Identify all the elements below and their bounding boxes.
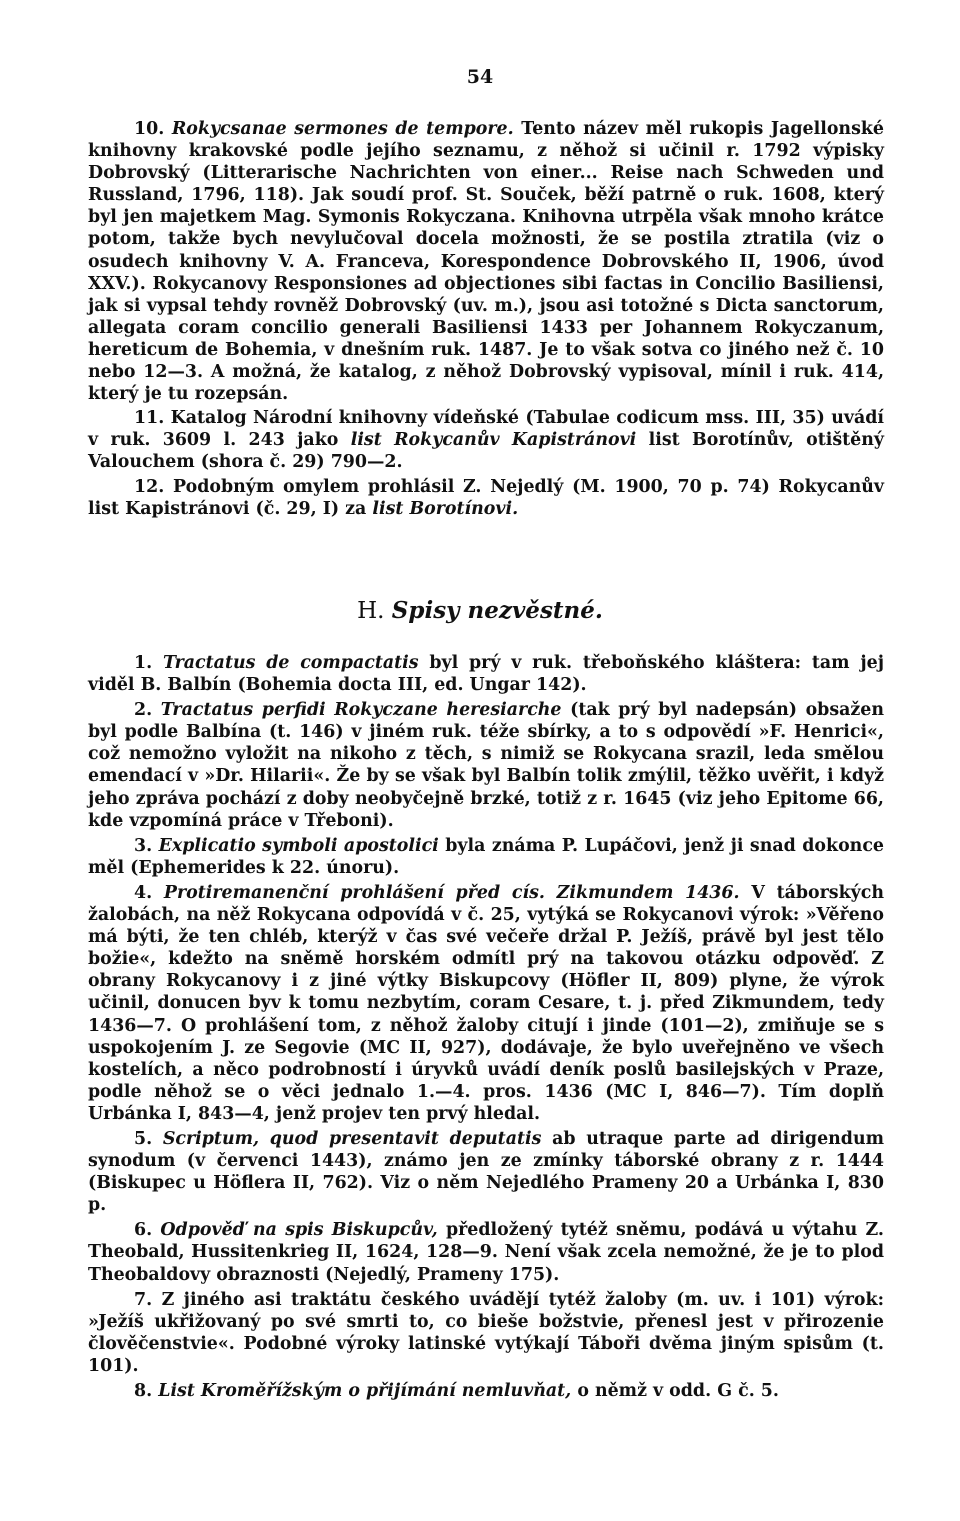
page-number: 54 (466, 66, 494, 88)
paragraph-text: byl prý v ruk. třeboňského kláštera: tam jej viděl B. Balbín (Bohemia docta III, ed. Ungar 142). (88, 653, 884, 696)
paragraph-number: 1. (134, 653, 153, 673)
paragraph-number: 4. (134, 882, 153, 903)
section-paragraph-5 (88, 1128, 884, 1216)
paragraph-title: List Kroměřížským o přijímání nemluvňat, (158, 1381, 572, 1401)
paragraph-number: 2. (134, 700, 153, 721)
paragraph-text: o němž v odd. G č. 5. (577, 1381, 779, 1401)
top-paragraphs (88, 118, 884, 520)
paragraph-title: list Rokycanův Kapistránovi (350, 430, 637, 451)
section-paragraph-3 (88, 835, 884, 879)
paragraph-11 (88, 407, 884, 473)
paragraph-12 (88, 476, 884, 520)
section-paragraph-1 (88, 652, 884, 696)
paragraph-text: Podobným omylem prohlásil Z. Nejedlý (M. 1900, 70 p. 74) Rokycanův list Kapistránovi (č. 29, I) za (88, 476, 884, 519)
section-paragraph-2 (88, 699, 884, 832)
paragraph-title: Protiremanenční prohlášení před cís. Zikmundem 1436. (163, 882, 740, 903)
paragraph-number: 6. (134, 1220, 153, 1241)
paragraph-10 (88, 118, 884, 405)
paragraph-text: ab utraque parte ad dirigendum synodum (v červenci 1443), známo jen ze zmínky táborské obrany z r. 1444 (Biskupec u Höflera II, 762). Viz o něm Nejedlého Prameny 20 a Urbánka I, 830 p. (88, 1128, 884, 1216)
section-paragraph-8 (88, 1380, 884, 1402)
paragraph-text: list Borotínův, otištěný Valouchem (shora č. 29) 790—2. (88, 430, 884, 473)
paragraph-text: předložený tytéž sněmu, podává u výtahu Z. Theobald, Hussitenkrieg II, 1624, 128—9. Není však zcela nemožné, že je to plod Theobaldovy obraznosti (Nejedlý, Prameny 175). (88, 1220, 884, 1285)
section-paragraphs (88, 652, 884, 1402)
section-heading (0, 597, 960, 624)
paragraph-number: 11. (134, 408, 165, 429)
paragraph-title: Rokycsanae sermones de tempore. (171, 119, 514, 139)
paragraph-title: Tractatus perfidi Rokyczane heresiarche (160, 700, 562, 721)
paragraph-title: list Borotínovi. (372, 498, 519, 519)
paragraph-text: (tak prý byl nadepsán) obsažen byl podle Balbína (t. 146) v jiném ruk. téže sbírky, a to s odpovědí »F. Henrici«, což nemožno vyložit na nikoho z těch, s nimiž se Rokycana srazil, leda smělou emendací v »Dr. Hilarii«. Že by se však byl Balbín tolik zmýlil, těžko uvěřit, i když jeho zpráva pochází z doby neobyčejně brzké, totiž z r. 1645 (viz jeho Epitome 66, kde vzpomíná práce v Třeboni). (88, 700, 884, 831)
paragraph-title: Explicatio symboli apostolici (158, 835, 439, 856)
paragraph-number: 10. (134, 119, 165, 139)
paragraph-text: byla známa P. Lupáčovi, jenž ji snad dokonce měl (Ephemerides k 22. únoru). (88, 835, 884, 878)
section-paragraph-4 (88, 882, 884, 1125)
paragraph-number: 8. (134, 1381, 153, 1401)
paragraph-number: 12. (134, 476, 165, 497)
paragraph-text: Tento název měl rukopis Jagellonské knihovny krakovské podle jejího seznamu, z něhož si učinil r. 1792 výpisky Dobrovský (Litterarische Nachrichten von einer... Reise nach Schweden und Russland, 1796, 118). Jak soudí prof. St. Souček, běží patrně o ruk. 1608, který byl jen majetkem Mag. Symonis Rokyczana. Knihovna utrpěla však mnoho krátce potom, takže bych nevylučoval docela možnosti, že se postila ztratila (viz o osudech knihovny V. A. Franceva, Korespondence Dobrovského II, 1906, úvod XXV.). Rokycanovy Responsiones ad objectiones sibi factas in Concilio Basiliensi, jak si vypsal tehdy rovněž Dobrovský (uv. m.), jsou asi totožné s Dicta sanctorum, allegata coram concilio generali Basiliensi 1433 per Johannem Rokyczanum, hereticum de Bohemia, v dnešním ruk. 1487. Je to však sotva co jiného než č. 10 nebo 12—3. A možná, že katalog, z něhož Dobrovský vypisoval, mínil i ruk. 414, který je tu rozepsán. (88, 119, 884, 405)
paragraph-title: Scriptum, quod presentavit deputatis (162, 1128, 542, 1149)
section-paragraph-6 (88, 1219, 884, 1285)
paragraph-title: Odpověď na spis Biskupcův, (160, 1220, 438, 1241)
paragraph-title: Tractatus de compactatis (162, 653, 419, 673)
paragraph-number: 5. (134, 1128, 153, 1149)
paragraph-text: Katalog Národní knihovny vídeňské (Tabulae codicum mss. III, 35) uvádí v ruk. 3609 l. 243 jako (88, 408, 884, 451)
paragraph-text: V táborských žalobách, na něž Rokycana odpovídá v č. 25, vytýká se Rokycanovi výrok: »Věřeno má býti, že ten chléb, kterýž v čas své večeře držal P. Ježíš, právě byl jest tělo božie«, kdežto na sněmě horském odmítl prý na takovou otázku odpověď. Z obrany Rokycanovy i z jiné výtky Biskupcovy (Höfler II, 809) plyne, že výrok učinil, donucen byv k tomu nezbytím, coram Cesare, t. j. před Zikmundem, tedy 1436—7. O prohlášení tom, z něhož žaloby citují i jinde (101—2), zmiňuje se s uspokojením J. ze Segovie (MC II, 927), dodávaje, že bylo uveřejněno ve všech kostelích, a něco podrobností i úryvků uvádí deník poslů basilejských v Praze, podle něhož se o věci jednalo 1.—4. pros. 1436 (MC I, 846—7). Tím doplň Urbánka I, 843—4, jenž projev ten prvý hledal. (88, 882, 884, 1124)
paragraph-number: 7. (134, 1289, 153, 1310)
section-letter: H. (357, 598, 385, 624)
section-title: Spisy nezvěstné. (391, 597, 603, 624)
section-paragraph-7 (88, 1289, 884, 1377)
paragraph-text: Z jiného asi traktátu českého uvádějí tytéž žaloby (m. uv. i 101) výrok: »Ježíš ukřižovaný po své smrti to, co bieše božstvie, přenesl jest v přirozenie člověčenstvie«. Podobné výroky latinské vytýkají Táboři dvěma jiným spisům (t. 101). (88, 1289, 884, 1376)
paragraph-number: 3. (134, 835, 153, 856)
